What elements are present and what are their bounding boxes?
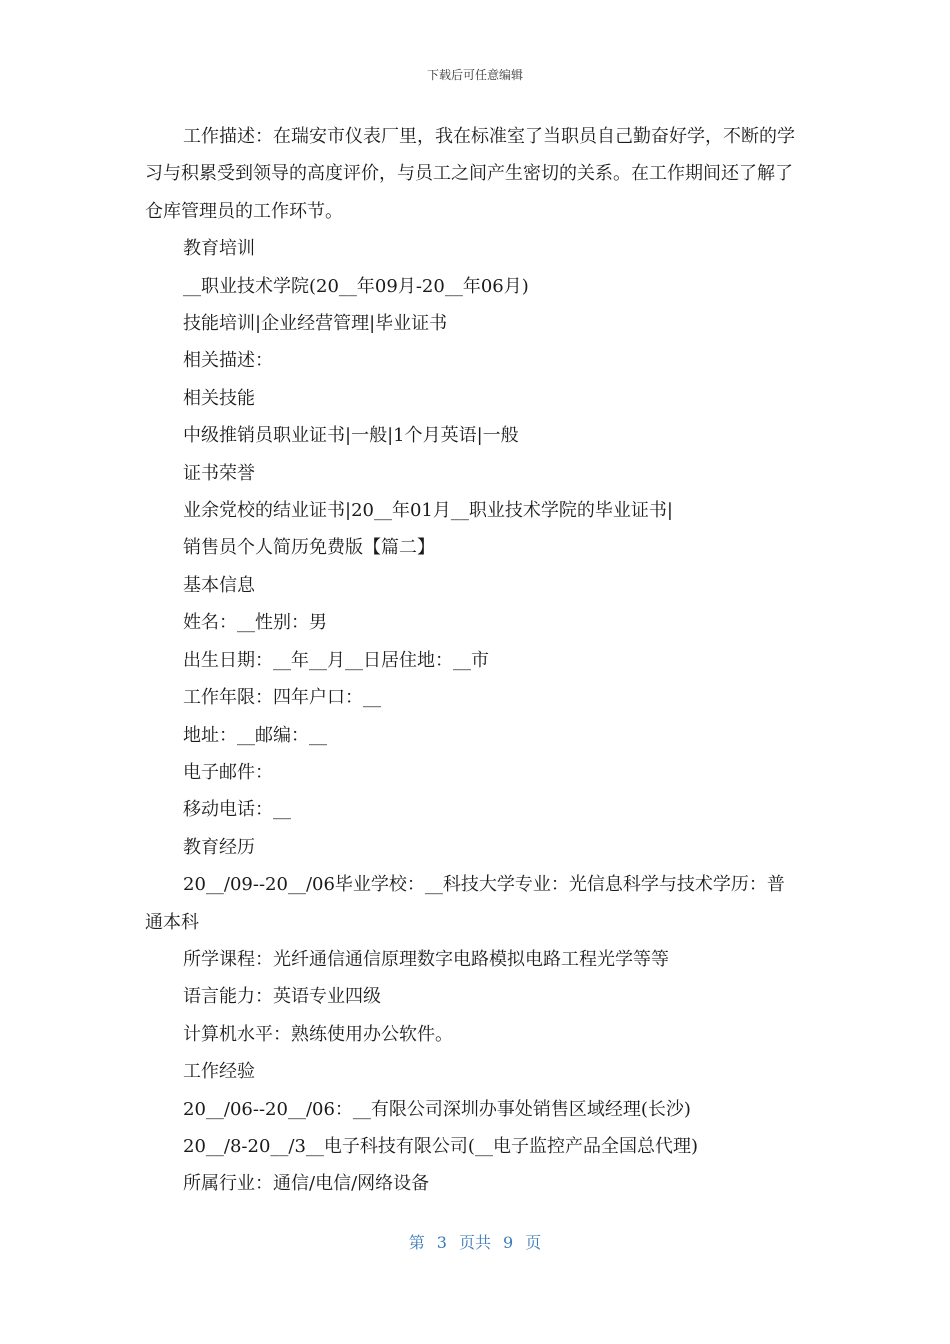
heading-education-history: 教育经历	[183, 836, 255, 858]
paragraph-education-entry: 20__/09--20__/06毕业学校：__科技大学专业：光信息科学与技术学历：普通本科	[145, 874, 785, 933]
field-birth-residence: 出生日期：__年__月__日居住地：__市	[183, 649, 489, 671]
heading-basic-info: 基本信息	[183, 574, 255, 596]
field-address: 地址：__邮编：__	[183, 724, 327, 746]
footer-page-label: 第	[408, 1233, 425, 1252]
paragraph-college: __职业技术学院(20__年09月-20__年06月)	[183, 275, 529, 297]
footer-page-total: 9	[503, 1233, 514, 1252]
page-footer	[0, 1230, 950, 1253]
paragraph-certificates-list: 业余党校的结业证书|20__年01月__职业技术学院的毕业证书|	[183, 500, 673, 522]
paragraph-skill-training: 技能培训|企业经营管理|毕业证书	[183, 313, 448, 335]
heading-work-experience: 工作经验	[183, 1061, 255, 1083]
paragraph-skills-list: 中级推销员职业证书|一般|1个月英语|一般	[183, 425, 519, 447]
field-mobile: 移动电话：__	[183, 799, 291, 821]
field-work-years: 工作年限：四年户口：__	[183, 687, 381, 709]
footer-page-mid: 页共	[458, 1233, 491, 1252]
paragraph-language: 语言能力：英语专业四级	[183, 986, 381, 1008]
paragraph-work-description: 工作描述：在瑞安市仪表厂里，我在标准室了当职员自己勤奋好学，不断的学习与积累受到领导的高度评价，与员工之间产生密切的关系。在工作期间还了解了仓库管理员的工作环节。	[145, 126, 795, 222]
paragraph-related-description: 相关描述：	[183, 350, 273, 372]
field-email: 电子邮件：	[183, 761, 273, 783]
heading-resume-part-two: 销售员个人简历免费版【篇二】	[183, 537, 435, 559]
heading-education-training: 教育培训	[183, 238, 255, 260]
paragraph-courses: 所学课程：光纤通信通信原理数字电路模拟电路工程光学等等	[183, 948, 669, 970]
paragraph-work-entry-2: 20__/8-20__/3__电子科技有限公司(__电子监控产品全国总代理)	[183, 1135, 698, 1157]
paragraph-work-entry-1: 20__/06--20__/06：__有限公司深圳办事处销售区域经理(长沙)	[183, 1098, 691, 1120]
heading-certificates: 证书荣誉	[183, 462, 255, 484]
footer-page-current: 3	[436, 1233, 447, 1252]
paragraph-computer: 计算机水平：熟练使用办公软件。	[183, 1023, 453, 1045]
page-header-note: 下载后可任意编辑	[426, 68, 523, 82]
heading-related-skills: 相关技能	[183, 387, 255, 409]
field-name-gender: 姓名：__性别：男	[183, 612, 327, 634]
document-body	[145, 118, 800, 1203]
paragraph-industry: 所属行业：通信/电信/网络设备	[183, 1173, 430, 1195]
footer-page-end: 页	[525, 1233, 542, 1252]
